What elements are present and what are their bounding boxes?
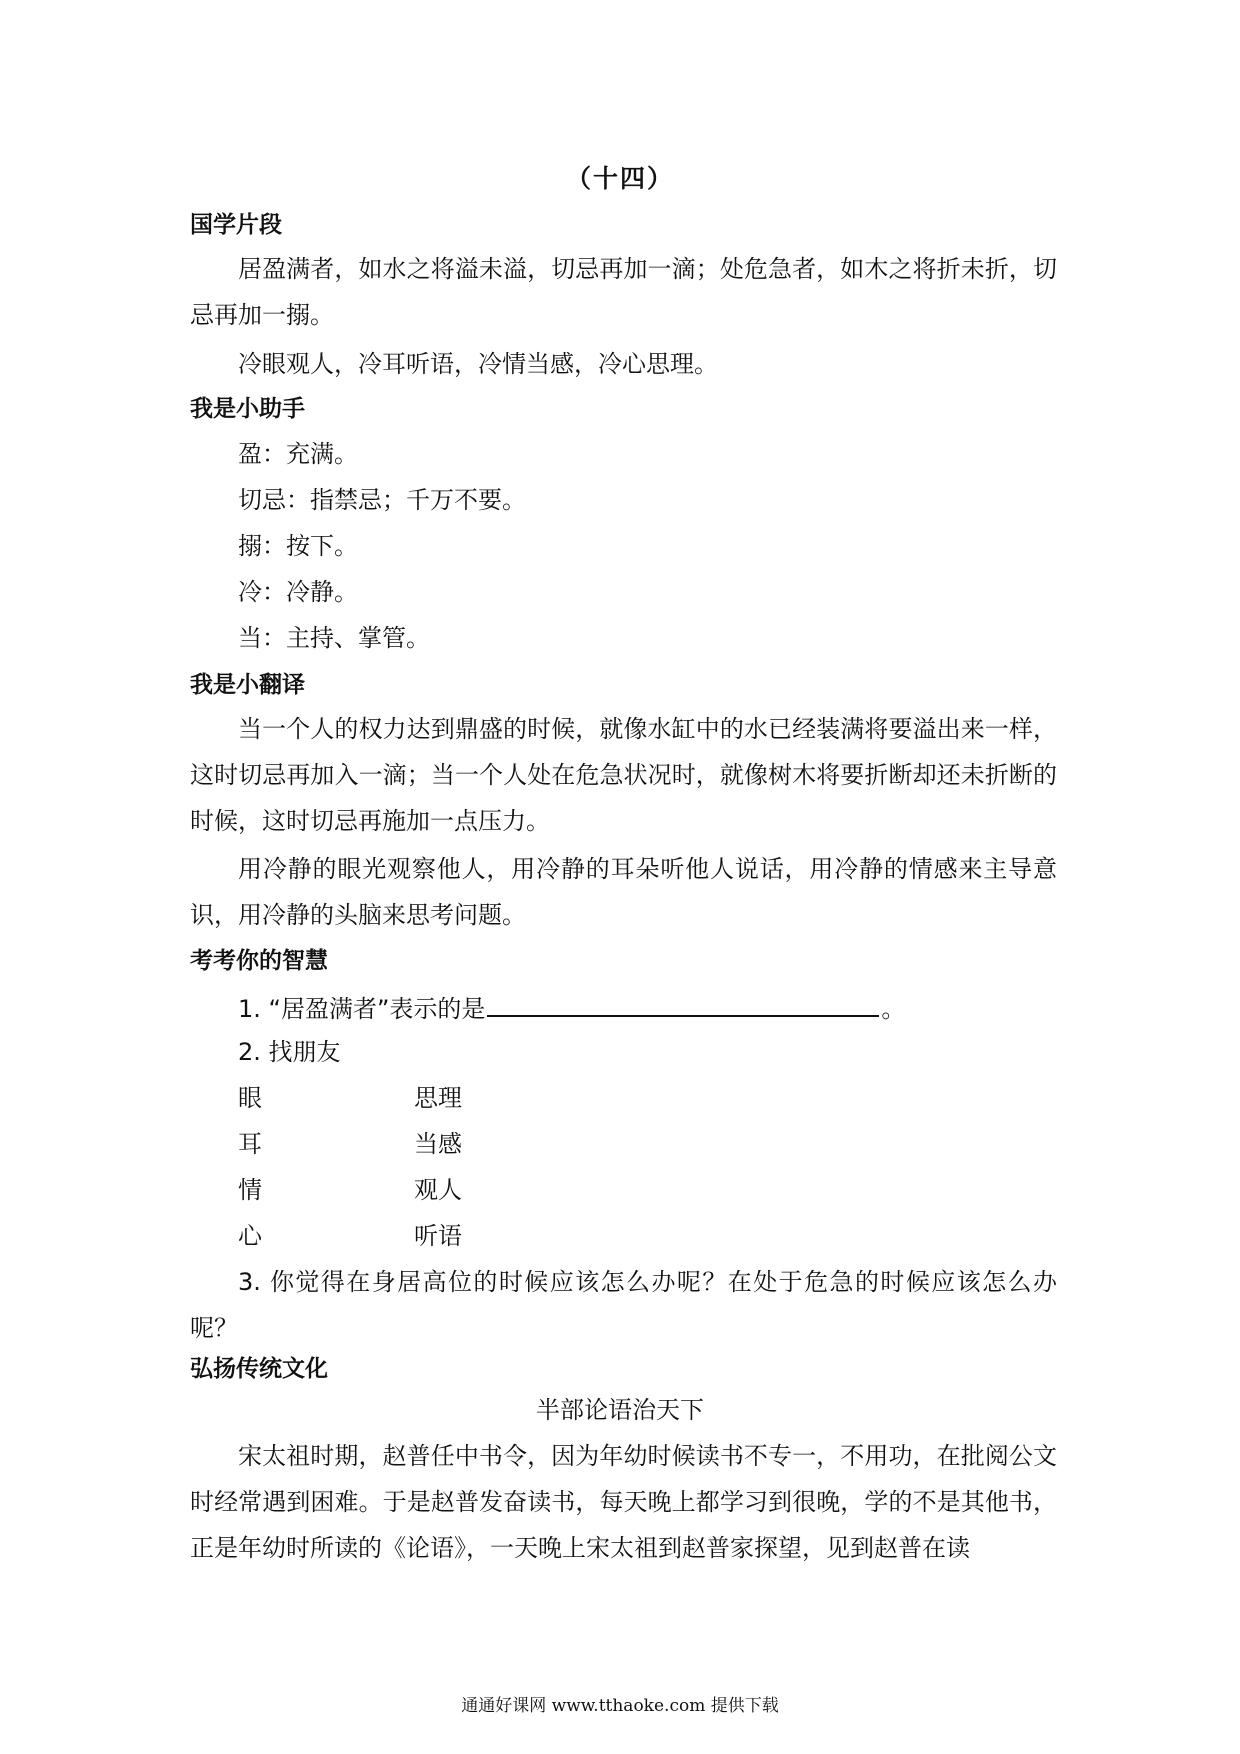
guoxue-paragraph-2: 冷眼观人，冷耳听语，冷情当感，冷心思理。 [238, 350, 718, 378]
section-heading-culture: 弘扬传统文化 [190, 1356, 328, 1382]
match-right-item: 当感 [414, 1130, 462, 1158]
match-left-item: 眼 [238, 1084, 262, 1112]
section-heading-helper: 我是小助手 [190, 396, 305, 422]
story-paragraph: 宋太祖时期，赵普任中书令，因为年幼时候读书不专一，不用功，在批阅公文时经常遇到困难。于是赵普发奋读书，每天晚上都学习到很晚，学的不是其他书，正是年幼时所读的《论语》，一天晚上宋太祖到赵普家探望，见到赵普在读 [190, 1442, 1057, 1562]
translate-paragraph-2: 用冷静的眼光观察他人，用冷静的耳朵听他人说话，用冷静的情感来主导意识，用冷静的头脑来思考问题。 [190, 855, 1057, 929]
match-left-item: 心 [238, 1222, 262, 1250]
page-footer: 通通好课网 www.tthaoke.com 提供下载 [461, 1696, 779, 1716]
section-heading-guoxue: 国学片段 [190, 212, 282, 238]
helper-item: 当：主持、掌管。 [238, 624, 430, 652]
match-left-item: 耳 [238, 1130, 262, 1158]
helper-item: 冷：冷静。 [238, 578, 358, 606]
section-heading-quiz: 考考你的智慧 [190, 948, 328, 974]
chapter-title: （十四） [565, 164, 674, 193]
quiz-question-1 [238, 989, 905, 1026]
helper-item: 搦：按下。 [238, 532, 358, 560]
answer-blank[interactable] [487, 989, 879, 1017]
quiz-question-2: 2. 找朋友 [238, 1038, 341, 1066]
guoxue-paragraph-1: 居盈满者，如水之将溢未溢，切忌再加一滴；处危急者，如木之将折未折，切忌再加一搦。 [190, 255, 1057, 329]
story-title: 半部论语治天下 [536, 1396, 704, 1424]
quiz-question-1-end: 。 [881, 995, 906, 1023]
helper-item: 盈：充满。 [238, 440, 358, 468]
quiz-question-1-text: 1. “居盈满者”表示的是 [238, 995, 486, 1023]
quiz-question-3: 3. 你觉得在身居高位的时候应该怎么办呢？在处于危急的时候应该怎么办呢？ [190, 1268, 1057, 1342]
match-left-item: 情 [238, 1176, 262, 1204]
match-right-item: 思理 [414, 1084, 462, 1112]
helper-item: 切忌：指禁忌；千万不要。 [238, 486, 526, 514]
translate-paragraph-1: 当一个人的权力达到鼎盛的时候，就像水缸中的水已经装满将要溢出来一样，这时切忌再加入一滴；当一个人处在危急状况时，就像树木将要折断却还未折断的时候，这时切忌再施加一点压力。 [190, 715, 1057, 835]
section-heading-translate: 我是小翻译 [190, 672, 305, 698]
match-right-item: 听语 [414, 1222, 462, 1250]
match-right-item: 观人 [414, 1176, 462, 1204]
